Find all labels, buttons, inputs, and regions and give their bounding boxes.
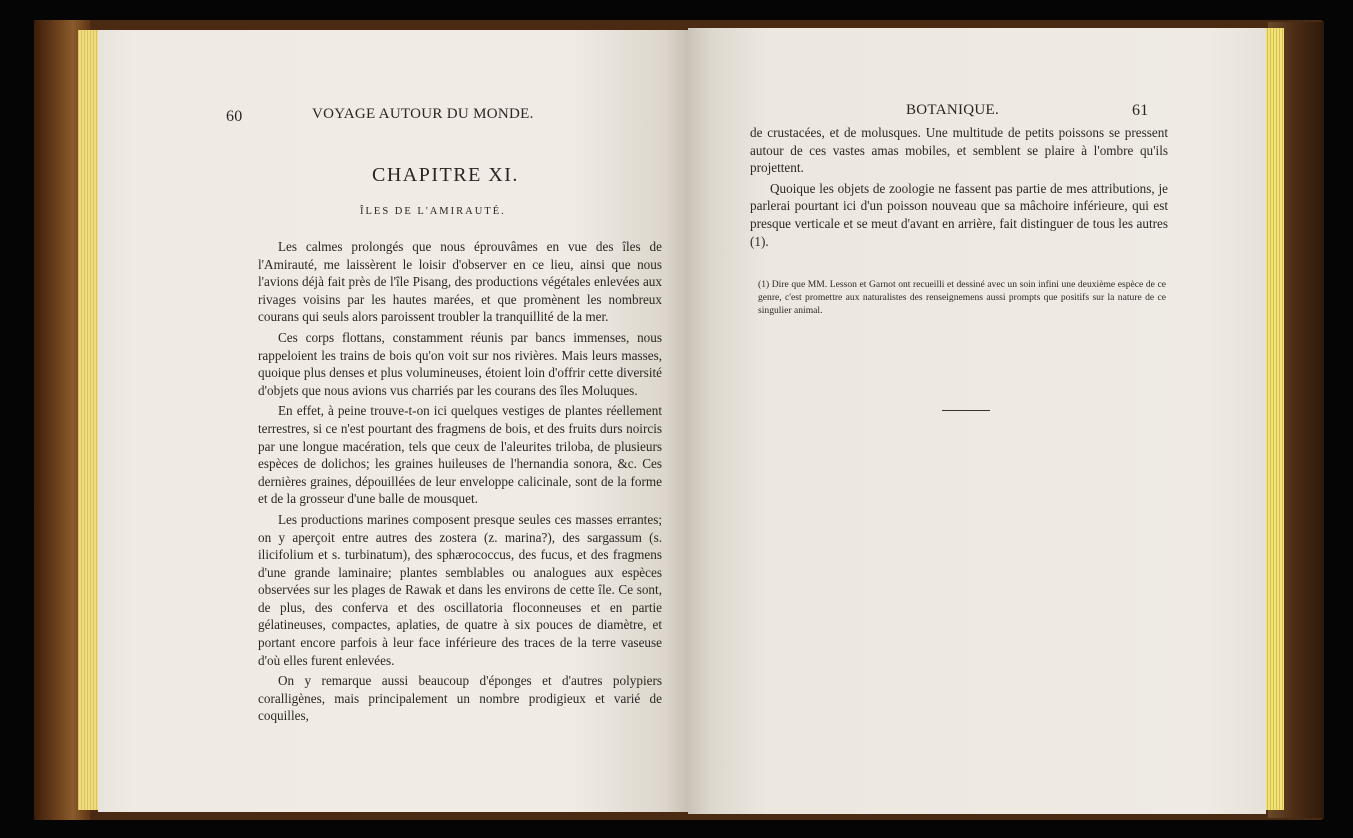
paragraph: Les productions marines composent presque seules ces masses errantes; on y aperçoit entre autres des zostera (z. marina?), des sargassum (s. ilicifolium et s. turbinatum), des sphærococcus, des fucus, et des fragmens d'une grande laminaire; plantes semblables ou analogues aux espèces observées sur les plages de Rawak et dans les environs de cette île. Ce sont, de plus, des conferva et des oscillatoria floconneuses et en partie gélatineuses, compactes, aplaties, de quatre à six pouces de diamètre, et portant encore parfois à leur face inférieure des traces de la terre vaseuse d'où elles furent enlevées. xyxy=(258,511,662,668)
left-page xyxy=(98,30,688,812)
chapter-title: CHAPITRE XI. xyxy=(372,164,519,186)
left-running-head: VOYAGE AUTOUR DU MONDE. xyxy=(312,106,534,122)
right-body xyxy=(750,124,1168,250)
left-body xyxy=(258,238,662,725)
left-page-number: 60 xyxy=(226,108,243,125)
paragraph: Les calmes prolongés que nous éprouvâmes en vue des îles de l'Amirauté, me laissèrent le loisir d'observer en ce lieu, ainsi que nous l'avions déjà fait près de l'île Pisang, des productions végétales enlevées aux rivages voisins par les hautes marées, et que promènent les nombreux courans qui seuls alors paroissent troubler la tranquillité de la mer. xyxy=(258,239,662,325)
section-title: ÎLES DE L'AMIRAUTÉ. xyxy=(360,206,506,217)
right-running-head: BOTANIQUE. xyxy=(906,102,1000,118)
right-page-number: 61 xyxy=(1132,102,1149,119)
footnote: (1) Dire que MM. Lesson et Garnot ont recueilli et dessiné avec un soin infini une deuxième espèce de ce genre, c'est promettre aux naturalistes des renseignemens aussi prompts que positifs sur la nature de ce singulier animal. xyxy=(758,279,1166,316)
right-page xyxy=(688,28,1266,814)
left-page-stack xyxy=(78,30,100,810)
paragraph: Quoique les objets de zoologie ne fassent pas partie de mes attributions, je parlerai pourtant ici d'un poisson nouveau que sa mâchoire inférieure, qui est presque verticale et se meut d'avant en arrière, fait distinguer de tous les autres (1). xyxy=(750,180,1168,249)
paragraph: On y remarque aussi beaucoup d'éponges et d'autres polypiers coralligènes, mais principalement un nombre prodigieux et varié de coquilles, xyxy=(258,673,662,724)
paragraph: de crustacées, et de molusques. Une multitude de petits poissons se pressent autour de ces vastes amas mobiles, et semblent se plaire à l'ombre qu'ils projettent. xyxy=(750,125,1168,176)
paragraph: Ces corps flottans, constamment réunis par bancs immenses, nous rappeloient les trains de bois qu'on voit sur nos rivières. Mais leurs masses, quoique plus denses et plus volumineuses, étoient loin d'offrir cette diversité d'objets que nous avions vus charriés par les courans des îles Moluques. xyxy=(258,329,662,398)
paragraph: En effet, à peine trouve-t-on ici quelques vestiges de plantes réellement terrestres, si ce n'est pourtant des fragmens de bois, et des fruits durs noircis par une longue macération, tels que ceux de l'aleurites triloba, de plusieurs espèces de dolichos; les graines huileuses de l'hernandia sonora, &c. Ces dernières graines, dépouillées de leur enveloppe calicinale, sont de la forme et de la grosseur d'une balle de mousquet. xyxy=(258,403,662,507)
end-rule xyxy=(942,410,990,411)
